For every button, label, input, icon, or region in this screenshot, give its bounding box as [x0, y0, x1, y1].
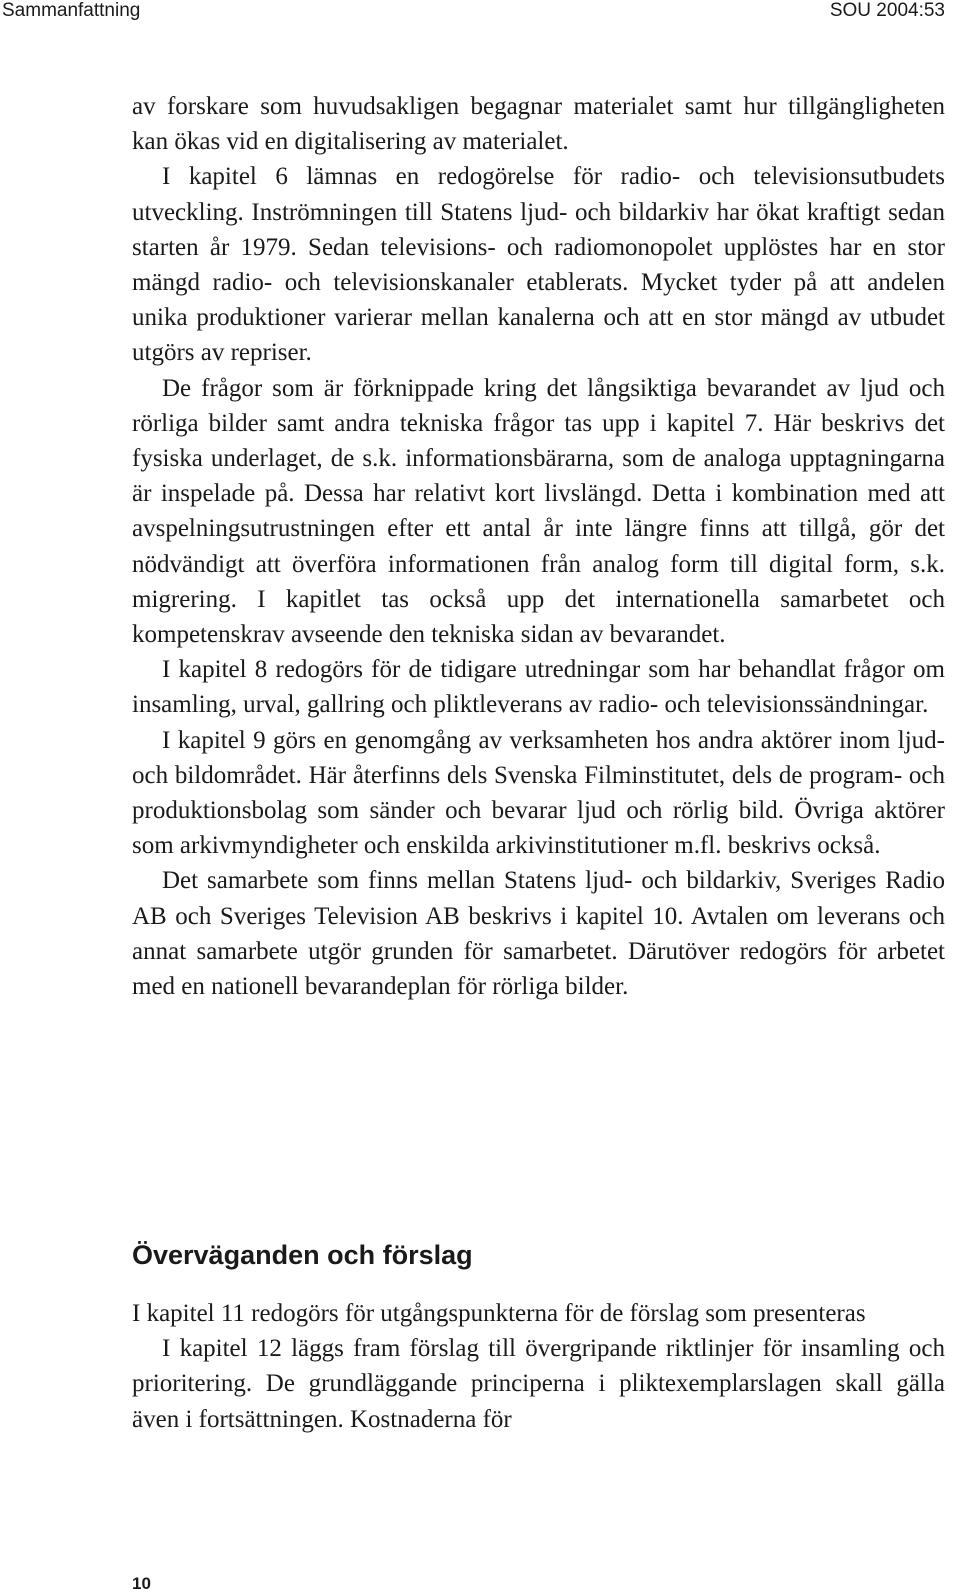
summary-body — [132, 89, 945, 1004]
paragraph-chapter-12: I kapitel 12 läggs fram förslag till övergripande riktlinjer för insamling och prioritering. De grundläggande principerna i pliktexemplarslagen skall gälla även i fortsättningen. Kostnaderna för — [132, 1335, 945, 1433]
header-report-id: SOU 2004:53 — [829, 0, 945, 21]
paragraph-chapter-10: Det samarbete som finns mellan Statens ljud- och bildarkiv, Sveriges Radio AB och Sveriges Television AB beskrivs i kapitel 10. Avtalen om leverans och annat samarbete utgör grunden för samarbetet. Därutöver redogörs för arbetet med en nationell bevarandeplan för rörliga bilder. — [132, 867, 945, 1001]
running-header — [0, 0, 945, 22]
paragraph-chapter-6: I kapitel 6 lämnas en redogörelse för radio- och televisionsutbudets utveckling. Inströmningen till Statens ljud- och bildarkiv har ökat kraftigt sedan starten år 1979. Sedan televisions- och radiomonopolet upplöstes har en stor mängd radio- och televisionskanaler etablerats. Mycket tyder på att andelen unika produktioner varierar mellan kanalerna och att en stor mängd av utbudet utgörs av repriser. — [132, 163, 945, 367]
paragraph-continuation: av forskare som huvudsakligen begagnar materialet samt hur tillgängligheten kan ökas vid en digitalisering av materialet. — [132, 93, 945, 156]
section-body — [132, 1296, 945, 1437]
paragraph-chapter-9: I kapitel 9 görs en genomgång av verksamheten hos andra aktörer inom ljud- och bildområdet. Här återfinns dels Svenska Filminstitutet, dels de program- och produktionsbolag som sänder och bevarar ljud och rörlig bild. Övriga aktörer som arkivmyndigheter och enskilda arkivinstitutioner m.fl. beskrivs också. — [132, 726, 945, 860]
section-heading: Överväganden och förslag — [132, 1240, 473, 1270]
paragraph-chapter-8: I kapitel 8 redogörs för de tidigare utredningar som har behandlat frågor om insamling, urval, gallring och pliktleverans av radio- och televisionssändningar. — [132, 656, 945, 719]
paragraph-chapter-7: De frågor som är förknippade kring det långsiktiga bevarandet av ljud och rörliga bilder samt andra tekniska frågor tas upp i kapitel 7. Här beskrivs det fysiska underlaget, de s.k. informationsbärarna, som de analoga upptagningarna är inspelade på. Dessa har relativt kort livslängd. Detta i kombination med att avspelningsutrustningen efter ett antal år inte längre finns att tillgå, gör det nödvändigt att överföra informationen från analog form till digital form, s.k. migrering. I kapitlet tas också upp det internationella samarbetet och kompetenskrav avseende den tekniska sidan av bevarandet. — [132, 374, 945, 649]
page-number: 10 — [132, 1574, 151, 1593]
paragraph-chapter-11: I kapitel 11 redogörs för utgångspunkterna för de förslag som presenteras — [132, 1300, 866, 1327]
header-section-title: Sammanfattning — [2, 0, 141, 21]
